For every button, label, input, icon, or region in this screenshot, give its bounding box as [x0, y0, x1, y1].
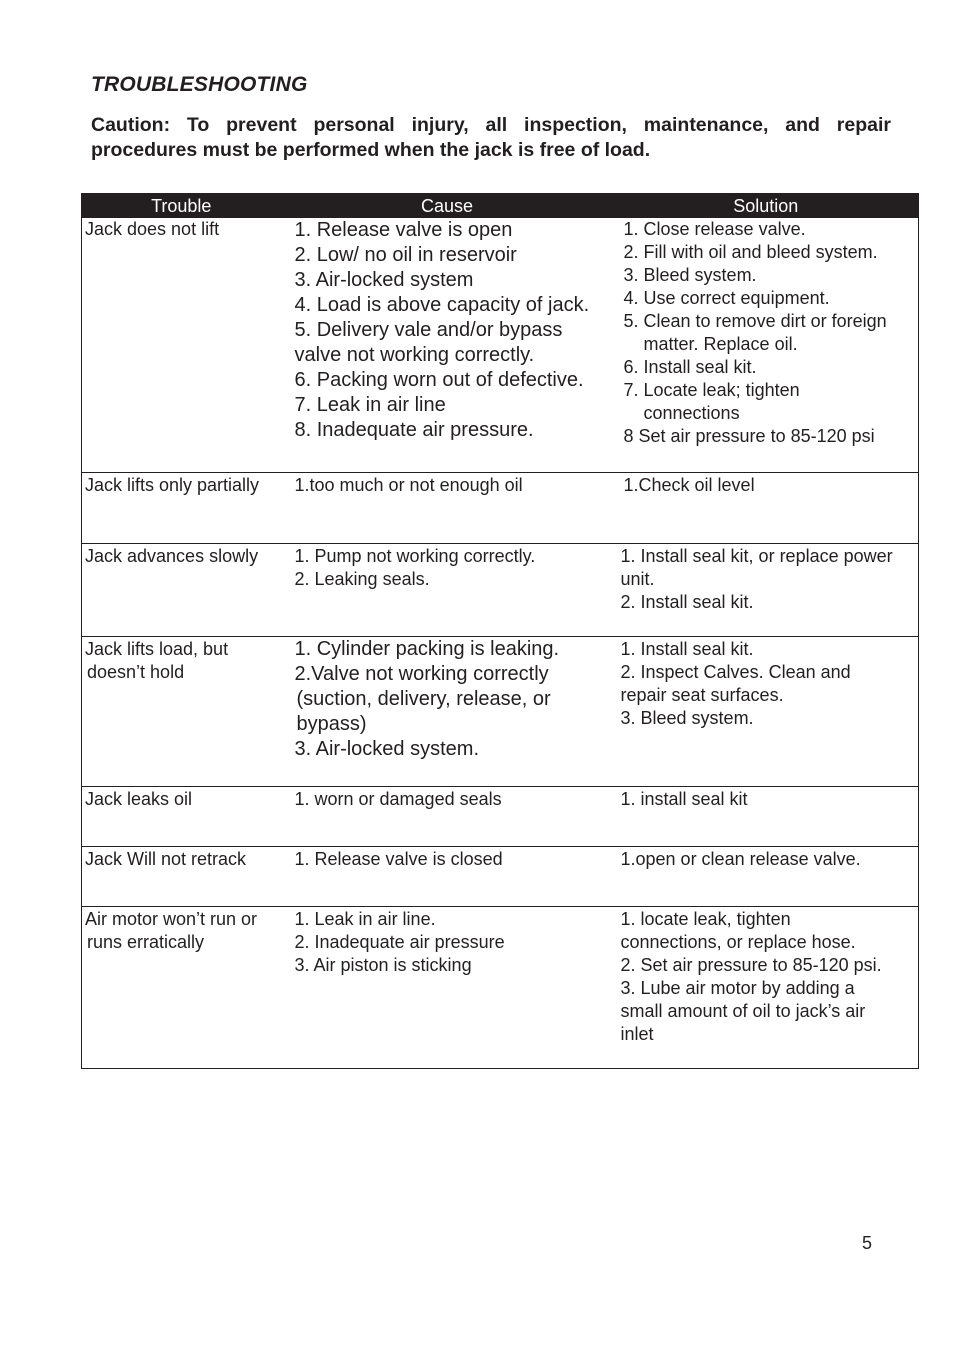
solution-line: 6. Install seal kit.	[623, 357, 757, 377]
solution-cell	[614, 906, 919, 1068]
table-row	[82, 472, 919, 543]
cause-line: 5. Delivery vale and/or bypass	[294, 319, 563, 341]
cause-line: 3. Air-locked system	[294, 269, 474, 291]
solution-line: 2. Inspect Calves. Clean and	[620, 661, 851, 682]
trouble-cell	[82, 846, 281, 906]
solution-line: 1. install seal kit	[620, 788, 748, 809]
solution-line: small amount of oil to jack’s air	[620, 1000, 866, 1021]
header-solution: Solution	[614, 194, 919, 219]
cause-line: 2.Valve not working correctly	[294, 662, 549, 685]
cause-line: (suction, delivery, release, or	[296, 687, 551, 710]
cause-line: 6. Packing worn out of defective.	[294, 369, 584, 391]
cause-line: 2. Leaking seals.	[294, 568, 430, 589]
solution-line: 7. Locate leak; tighten	[623, 380, 800, 400]
cause-cell	[281, 906, 614, 1068]
trouble-line: Jack advances slowly	[85, 545, 259, 566]
page-number: 5	[862, 1233, 873, 1253]
cause-cell	[281, 543, 614, 636]
solution-line: 1. locate leak, tighten	[620, 908, 791, 929]
table-row	[82, 543, 919, 636]
section-heading: TROUBLESHOOTING	[91, 73, 308, 96]
solution-cell	[614, 786, 919, 846]
trouble-line: Air motor won’t run or	[85, 908, 258, 929]
trouble-line: Jack lifts only partially	[85, 474, 260, 495]
solution-line: connections, or replace hose.	[620, 931, 856, 952]
cause-cell	[281, 786, 614, 846]
solution-line: 4. Use correct equipment.	[623, 288, 830, 308]
cause-line: 2. Inadequate air pressure	[294, 931, 505, 952]
cause-line: bypass)	[296, 712, 367, 735]
trouble-cell	[82, 786, 281, 846]
solution-line: 2. Set air pressure to 85-120 psi.	[620, 954, 882, 975]
solution-line: 3. Bleed system.	[620, 707, 754, 728]
cause-line: 7. Leak in air line	[294, 394, 446, 416]
solution-cell	[614, 846, 919, 906]
solution-cell	[614, 218, 919, 472]
solution-cell	[614, 636, 919, 786]
cause-line: 1. Leak in air line.	[294, 908, 436, 929]
solution-line: 1.Check oil level	[623, 474, 755, 495]
solution-cell	[614, 472, 919, 543]
caution-note: Caution: To prevent personal injury, all inspection, maintenance, and repair procedures must be performed when the jack is free of load.	[91, 114, 891, 161]
solution-line: repair seat surfaces.	[620, 684, 784, 705]
solution-line: matter. Replace oil.	[643, 334, 798, 354]
solution-line: 3. Bleed system.	[623, 265, 757, 285]
solution-line: 2. Fill with oil and bleed system.	[623, 242, 878, 262]
solution-line: 1. Install seal kit, or replace power	[620, 545, 893, 566]
table-row	[82, 846, 919, 906]
cause-line: 1. Release valve is open	[294, 219, 513, 241]
solution-line: 8 Set air pressure to 85-120 psi	[623, 426, 875, 446]
cause-line: 2. Low/ no oil in reservoir	[294, 244, 517, 266]
trouble-cell	[82, 543, 281, 636]
table-row	[82, 906, 919, 1068]
trouble-cell	[82, 636, 281, 786]
trouble-cell	[82, 472, 281, 543]
cause-line: 1. Cylinder packing is leaking.	[294, 637, 560, 660]
trouble-line: Jack leaks oil	[85, 788, 193, 809]
trouble-line: doesn’t hold	[87, 661, 185, 682]
trouble-line: runs erratically	[87, 931, 205, 952]
trouble-line: Jack Will not retrack	[85, 848, 247, 869]
cause-line: 3. Air-locked system.	[294, 737, 480, 760]
cause-line: 1. Release valve is closed	[294, 848, 503, 869]
table-row	[82, 218, 919, 472]
solution-line: 3. Lube air motor by adding a	[620, 977, 855, 998]
table-row	[82, 636, 919, 786]
header-cause: Cause	[281, 194, 614, 219]
trouble-cell	[82, 218, 281, 472]
solution-line: 5. Clean to remove dirt or foreign	[623, 311, 887, 331]
cause-line: 1.too much or not enough oil	[294, 474, 523, 495]
trouble-line: Jack does not lift	[85, 219, 220, 239]
cause-line: 3. Air piston is sticking	[294, 954, 472, 975]
solution-line: connections	[643, 403, 740, 423]
troubleshooting-table	[81, 193, 919, 1069]
trouble-cell	[82, 906, 281, 1068]
table-header-row	[82, 194, 919, 219]
cause-line: 8. Inadequate air pressure.	[294, 419, 534, 441]
cause-cell	[281, 846, 614, 906]
cause-line: valve not working correctly.	[294, 344, 535, 366]
solution-line: 1.open or clean release valve.	[620, 848, 861, 869]
cause-cell	[281, 218, 614, 472]
cause-cell	[281, 472, 614, 543]
solution-line: 2. Install seal kit.	[620, 591, 754, 612]
table-row	[82, 786, 919, 846]
solution-cell	[614, 543, 919, 636]
cause-line: 4. Load is above capacity of jack.	[294, 294, 590, 316]
solution-line: inlet	[620, 1023, 654, 1044]
cause-line: 1. Pump not working correctly.	[294, 545, 536, 566]
cause-cell	[281, 636, 614, 786]
header-trouble: Trouble	[82, 194, 281, 219]
solution-line: 1. Install seal kit.	[620, 638, 754, 659]
solution-line: unit.	[620, 568, 655, 589]
cause-line: 1. worn or damaged seals	[294, 788, 502, 809]
solution-line: 1. Close release valve.	[623, 219, 806, 239]
trouble-line: Jack lifts load, but	[85, 638, 229, 659]
